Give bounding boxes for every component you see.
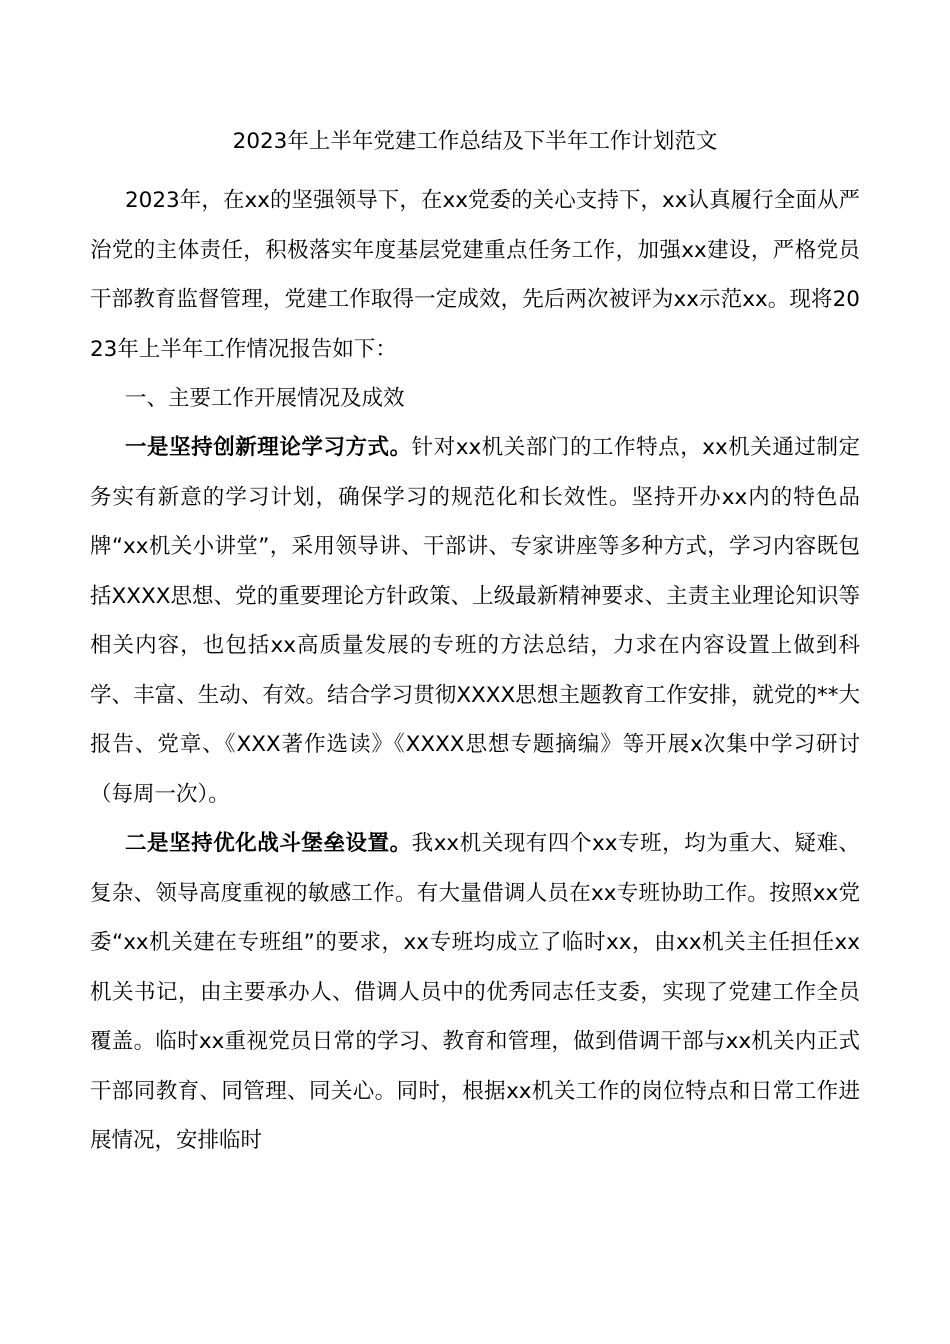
intro-paragraph: 2023年，在xx的坚强领导下，在xx党委的关心支持下，xx认真履行全面从严治党的主体责任，积极落实年度基层党建重点任务工作，加强xx建设，严格党员干部教育监督管理，党建工作取得一定成效，先后两次被评为xx示范xx。现将2023年上半年工作情况报告如下： (90, 188, 860, 362)
item-two-body: 我xx机关现有四个xx专班，均为重大、疑难、复杂、领导高度重视的敏感工作。有大量借调人员在xx专班协助工作。按照xx党委“xx机关建在专班组”的要求，xx专班均成立了临时xx，由xx机关主任担任xx机关书记，由主要承办人、借调人员中的优秀同志任支委，实现了党建工作全员覆盖。临时xx重视党员日常的学习、教育和管理，做到借调干部与xx机关内正式干部同教育、同管理、同关心。同时，根据xx机关工作的岗位特点和日常工作进展情况，安排临时 (90, 831, 860, 1153)
item-two-lead: 二是坚持优化战斗堡垒设置。 (125, 831, 412, 856)
item-one-body: 针对xx机关部门的工作特点，xx机关通过制定务实有新意的学习计划，确保学习的规范化和长效性。坚持开办xx内的特色品牌“xx机关小讲堂”，采用领导讲、干部讲、专家讲座等多种方式，学习内容既包括XXXX思想、党的重要理论方针政策、上级最新精神要求、主责主业理论知识等相关内容，也包括xx高质量发展的专班的方法总结，力求在内容设置上做到科学、丰富、生动、有效。结合学习贯彻XXXX思想主题教育工作安排，就党的**大报告、党章、《XXX著作选读》《XXXX思想专题摘编》等开展x次集中学习研讨（每周一次）。 (90, 435, 860, 807)
item-one-lead: 一是坚持创新理论学习方式。 (125, 435, 412, 460)
section-heading: 一、主要工作开展情况及成效 (125, 386, 405, 411)
item-two-paragraph (90, 819, 860, 1166)
document-title: 2023年上半年党建工作总结及下半年工作计划范文 (232, 129, 718, 154)
item-one-paragraph (90, 423, 860, 819)
